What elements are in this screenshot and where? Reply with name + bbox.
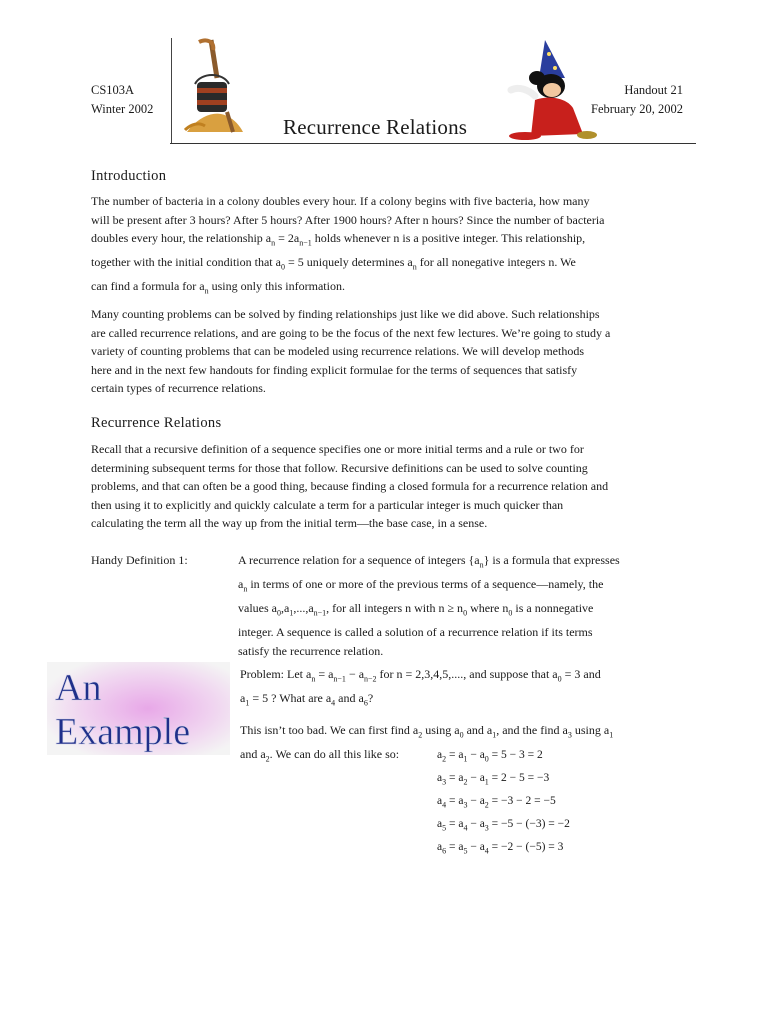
text-line: $a_1 = 5$ ? What are $a_4$ and $a_6$? [240, 690, 374, 708]
equation-line: $a_6 = a_5 - a_4 = -2 - (-5) = 3$ [437, 841, 564, 856]
intro-paragraph [91, 192, 696, 301]
text-line: can find a formula for $a_n$ using only this information. [91, 279, 345, 296]
text-line: $a_n$ in terms of one or more of the previous terms of a sequence—namely, the [238, 576, 604, 594]
text-line: doubles every hour, the relationship $a_n = 2a_{n-1}$ holds whenever n is a positive integer. This relationship, [91, 231, 586, 248]
text-line: satisfy the recurrence relation. [238, 643, 384, 658]
course-code: CS103A [91, 83, 135, 97]
section-heading-recurrence: Recurrence Relations [91, 415, 222, 431]
text-line: integer. A sequence is called a solution of a recurrence relation if its terms [238, 624, 593, 639]
text-line: Problem: Let $a_n = a_{n-1} - a_{n-2}$ for n = 2,3,4,5,...., and suppose that $a_0 = 3$ and [240, 667, 601, 684]
wizard-illustration [505, 38, 601, 141]
recurrence-paragraph [91, 440, 696, 533]
equation-list [437, 746, 570, 861]
text-line: The number of bacteria in a colony doubles every hour. If a colony begins with five bacteria, how many [91, 194, 590, 208]
course-info [91, 81, 153, 119]
text-line: Many counting problems can be solved by finding relationships just like we did above. Such relationships [91, 307, 600, 321]
equation-line: $a_2 = a_1 - a_0 = 5 - 3 = 2$ [437, 749, 543, 764]
text-line: will be present after 3 hours? After 5 hours? After 1900 hours? After n hours? Since the number of bacteria [91, 212, 605, 227]
course-term: Winter 2002 [91, 102, 154, 116]
counting-paragraph [91, 305, 696, 398]
text-line: determining subsequent terms for those that follow. Recursive definitions can be used to solve counting [91, 460, 588, 475]
problem-statement [240, 665, 690, 713]
header-vertical-rule [171, 38, 172, 143]
example-graphic-text-line2: Example [55, 711, 191, 753]
text-line: problems, and that can often be a good thing, because finding a closed formula for a recurrence relation and [91, 479, 609, 494]
text-line: Recall that a recursive definition of a sequence specifies one or more initial terms and a rule or two for [91, 442, 584, 456]
equation-line: $a_4 = a_3 - a_2 = -3 - 2 = -5$ [437, 795, 556, 810]
text-line: calculating the term all the way up from the initial term—the base case, in a sense. [91, 516, 488, 531]
page-title: Recurrence Relations [283, 115, 468, 139]
text-line: This isn’t too bad. We can first find $a_2$ using $a_0$ and $a_1$, and the find $a_3$ using $a_1$ [240, 723, 614, 740]
text-line: together with the initial condition that $a_0 = 5$ uniquely determines $a_n$ for all nonegative integers n. We [91, 255, 576, 272]
definition-label: Handy Definition 1: [91, 553, 188, 567]
broom-bucket-illustration [181, 38, 248, 135]
text-line: here and in the next few handouts for finding explicit formulae for the terms of sequences that satisfy [91, 362, 578, 377]
an-example-graphic [47, 662, 230, 755]
text-line: certain types of recurrence relations. [91, 381, 266, 396]
text-line: are called recurrence relations, and are going to be the focus of the next few lectures. We’re going to study a [91, 325, 611, 340]
equation-line: $a_5 = a_4 - a_3 = -5 - (-3) = -2$ [437, 818, 570, 833]
text-line: values $a_0,a_1,...,a_{n-1}$, for all integers n with $n \ge n_0$ where $n_0$ is a nonnegative [238, 600, 594, 618]
definition-body [238, 551, 678, 660]
example-graphic-text-line1: An [55, 667, 102, 709]
handout-number: Handout 21 [624, 83, 683, 97]
handout-date: February 20, 2002 [591, 102, 683, 116]
text-line: variety of counting problems that can be modeled using recurrence relations. We will develop methods [91, 344, 584, 359]
equation-line: $a_3 = a_2 - a_1 = 2 - 5 = -3$ [437, 772, 550, 787]
header-rule [170, 143, 696, 144]
text-line: A recurrence relation for a sequence of integers $\{a_n\}$ is a formula that expresses [238, 553, 620, 570]
section-heading-introduction: Introduction [91, 168, 167, 184]
text-line: then using it to explicitly and quickly calculate a term for a particular integer is much quicker than [91, 497, 564, 512]
text-line: and $a_2$. We can do all this like so: [240, 746, 400, 764]
